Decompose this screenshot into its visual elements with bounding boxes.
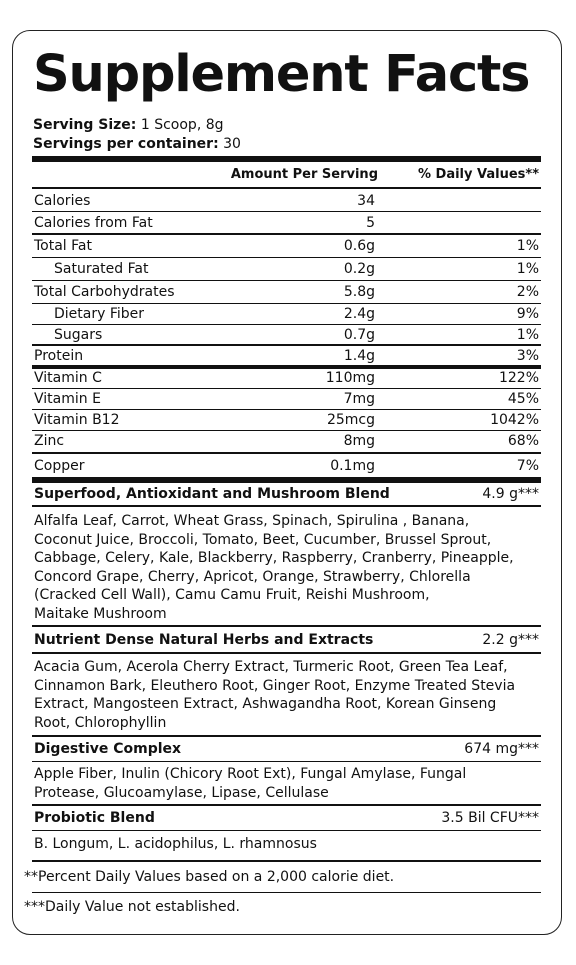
blend-name: Nutrient Dense Natural Herbs and Extracts <box>34 632 374 648</box>
nutrient-daily-value: 68% <box>507 433 539 449</box>
nutrient-row <box>32 212 541 234</box>
divider <box>32 804 541 806</box>
serving-size-label: Serving Size: <box>33 117 137 133</box>
ingredient-line: Protease, Glucoamylase, Lipase, Cellulase <box>34 784 329 801</box>
nutrient-daily-value: 3% <box>516 348 539 364</box>
nutrient-daily-value: 7% <box>516 458 539 474</box>
ingredient-line: Maitake Mushroom <box>34 605 167 622</box>
ingredient-line: Alfalfa Leaf, Carrot, Wheat Grass, Spinach, Spirulina , Banana, <box>34 513 470 529</box>
nutrient-daily-value: 1% <box>516 238 539 254</box>
blend-ingredients <box>34 765 541 802</box>
nutrient-amount: 34 <box>357 193 375 209</box>
footnote-daily-values: **Percent Daily Values based on a 2,000 calorie diet. <box>24 869 395 885</box>
ingredient-line: (Cracked Cell Wall), Camu Camu Fruit, Reishi Mushroom, <box>34 587 430 604</box>
daily-value-header: % Daily Values** <box>417 167 539 182</box>
ingredient-line: Cinnamon Bark, Eleuthero Root, Ginger Root, Enzyme Treated Stevia <box>34 677 516 694</box>
nutrient-name: Copper <box>34 458 85 474</box>
nutrient-row <box>32 303 541 325</box>
panel-title: Supplement Facts <box>33 45 530 104</box>
divider <box>32 761 541 762</box>
blend-ingredients <box>34 658 541 732</box>
divider <box>32 187 541 189</box>
ingredient-line: Cabbage, Celery, Kale, Blackberry, Raspberry, Cranberry, Pineapple, <box>34 550 514 567</box>
servings-value: 30 <box>223 136 241 152</box>
nutrient-name: Zinc <box>34 433 65 449</box>
ingredient-line: Acacia Gum, Acerola Cherry Extract, Turmeric Root, Green Tea Leaf, <box>34 659 508 675</box>
nutrient-amount: 0.6g <box>343 238 375 254</box>
nutrient-row <box>32 430 541 452</box>
divider <box>32 505 541 507</box>
nutrient-row <box>32 388 541 410</box>
nutrient-amount: 110mg <box>325 370 375 386</box>
blend-name: Probiotic Blend <box>34 810 155 826</box>
nutrient-amount: 5.8g <box>343 284 375 300</box>
divider <box>32 735 541 737</box>
amount-header: Amount Per Serving <box>230 167 378 182</box>
nutrient-name: Sugars <box>54 327 103 343</box>
nutrient-daily-value: 2% <box>516 284 539 300</box>
divider <box>32 892 541 893</box>
supplement-facts-panel <box>12 30 562 935</box>
nutrient-name: Vitamin B12 <box>34 412 120 428</box>
servings-label: Servings per container: <box>33 136 219 152</box>
nutrient-amount: 25mcg <box>326 412 375 428</box>
blend-name: Digestive Complex <box>34 741 182 757</box>
blend-ingredients <box>34 512 541 624</box>
ingredient-line: Extract, Mangosteen Extract, Ashwagandha Root, Korean Ginseng <box>34 696 497 713</box>
blend-amount: 4.9 g*** <box>482 486 539 502</box>
blend-amount: 2.2 g*** <box>482 632 539 648</box>
nutrient-daily-value: 1% <box>516 327 539 343</box>
nutrient-row <box>32 258 541 280</box>
nutrient-name: Protein <box>34 348 84 364</box>
ingredient-line: Root, Chlorophyllin <box>34 714 167 731</box>
nutrient-row <box>32 281 541 303</box>
nutrient-amount: 7mg <box>343 391 375 407</box>
nutrient-amount: 0.2g <box>343 261 375 277</box>
nutrient-daily-value: 45% <box>507 391 539 407</box>
blend-amount: 3.5 Bil CFU*** <box>441 810 539 826</box>
nutrient-amount: 2.4g <box>343 306 375 322</box>
nutrient-name: Total Fat <box>34 238 92 254</box>
nutrient-amount: 0.1mg <box>330 458 375 474</box>
nutrient-name: Calories <box>34 193 91 209</box>
ingredient-line: Apple Fiber, Inulin (Chicory Root Ext), Fungal Amylase, Fungal <box>34 766 467 782</box>
nutrient-amount: 8mg <box>343 433 375 449</box>
nutrient-name: Total Carbohydrates <box>34 284 175 300</box>
nutrient-daily-value: 1042% <box>490 412 539 428</box>
nutrient-row <box>32 367 541 389</box>
nutrient-row <box>32 455 541 477</box>
column-header <box>32 164 541 186</box>
nutrient-row <box>32 324 541 346</box>
nutrient-amount: 5 <box>366 215 375 231</box>
ingredient-line: B. Longum, L. acidophilus, L. rhamnosus <box>34 836 317 852</box>
divider <box>32 452 541 454</box>
nutrient-row <box>32 345 541 367</box>
serving-size <box>33 116 224 134</box>
nutrient-daily-value: 9% <box>516 306 539 322</box>
nutrient-amount: 0.7g <box>343 327 375 343</box>
footnote-not-established: ***Daily Value not established. <box>24 899 240 915</box>
nutrient-name: Vitamin C <box>34 370 102 386</box>
divider-thick <box>32 156 541 162</box>
ingredient-line: Concord Grape, Cherry, Apricot, Orange, Strawberry, Chlorella <box>34 568 471 585</box>
nutrient-row <box>32 190 541 212</box>
nutrient-name: Saturated Fat <box>54 261 149 277</box>
blend-name: Superfood, Antioxidant and Mushroom Blend <box>34 486 390 502</box>
divider <box>32 625 541 627</box>
divider <box>32 830 541 831</box>
divider <box>32 652 541 654</box>
nutrient-name: Dietary Fiber <box>54 306 145 322</box>
servings-per-container <box>33 135 241 153</box>
nutrient-row <box>32 235 541 257</box>
blend-ingredients <box>34 835 541 854</box>
serving-size-value: 1 Scoop, 8g <box>140 117 224 133</box>
blend-amount: 674 mg*** <box>464 741 539 757</box>
divider <box>32 860 541 862</box>
nutrient-daily-value: 122% <box>498 370 539 386</box>
nutrient-amount: 1.4g <box>343 348 375 364</box>
ingredient-line: Coconut Juice, Broccoli, Tomato, Beet, Cucumber, Brussel Sprout, <box>34 531 492 548</box>
nutrient-row <box>32 409 541 431</box>
nutrient-name: Vitamin E <box>34 391 101 407</box>
nutrient-daily-value: 1% <box>516 261 539 277</box>
nutrient-name: Calories from Fat <box>34 215 153 231</box>
